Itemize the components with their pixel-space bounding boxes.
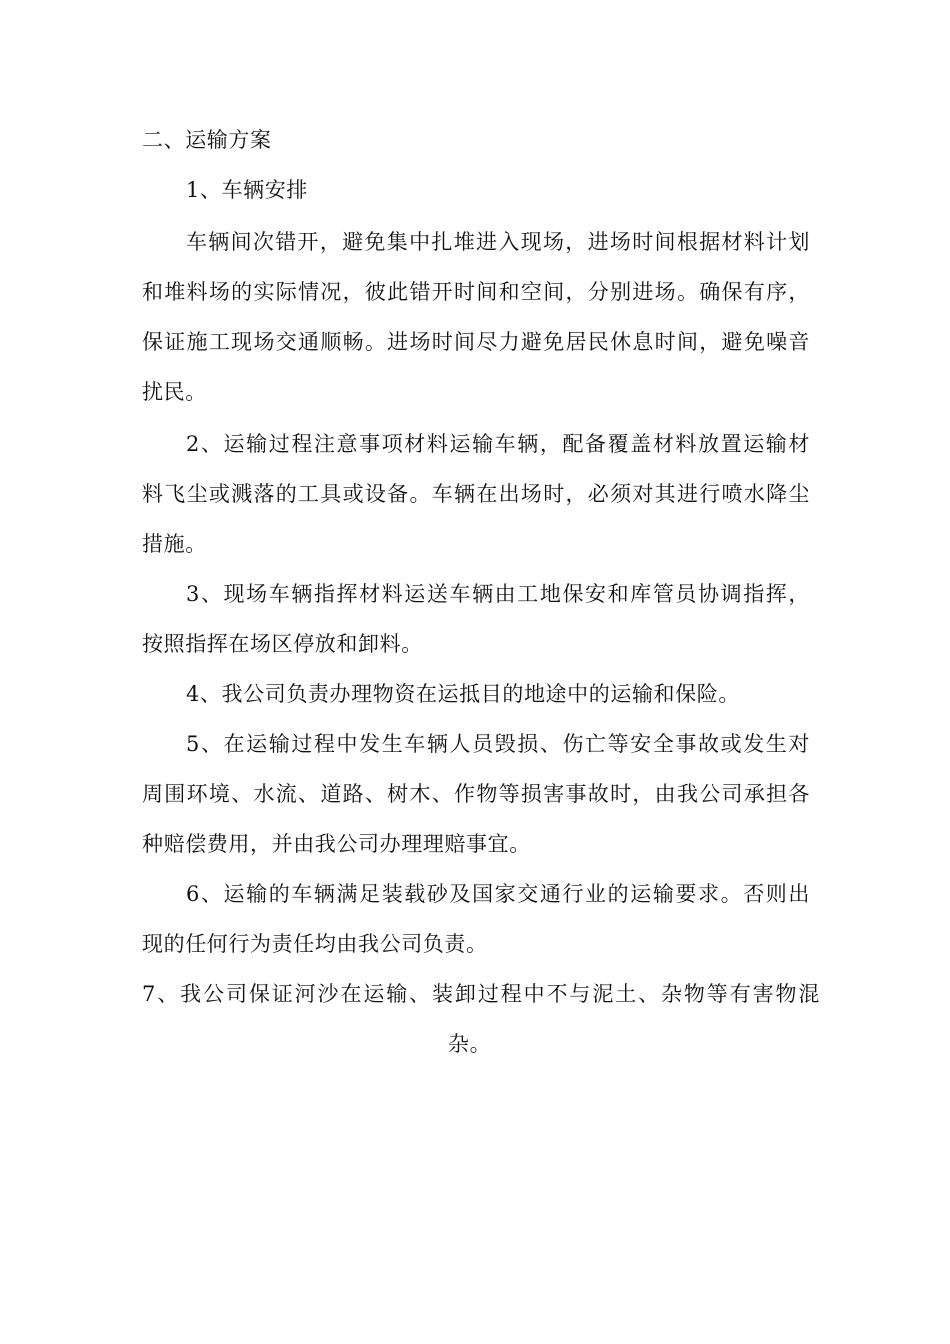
- item-1-line-3: 保证施工现场交通顺畅。进场时间尽力避免居民休息时间，避免噪音: [142, 330, 810, 354]
- item-2-line-1: 2、运输过程注意事项材料运输车辆，配备覆盖材料放置运输材: [186, 432, 810, 456]
- item-4-line-1: 4、我公司负责办理物资在运抵目的地途中的运输和保险。: [186, 682, 740, 706]
- item-2-line-2: 料飞尘或溅落的工具或设备。车辆在出场时，必须对其进行喷水降尘: [142, 482, 810, 506]
- item-2-line-3: 措施。: [142, 532, 207, 556]
- item-1-title: 1、车辆安排: [186, 178, 308, 202]
- item-7-line-1: 7、我公司保证河沙在运输、装卸过程中不与泥土、杂物等有害物混: [142, 982, 820, 1006]
- item-1-line-4: 扰民。: [142, 380, 207, 404]
- item-5-line-3: 种赔偿费用，并由我公司办理理赔事宜。: [142, 832, 531, 856]
- item-1-line-1: 车辆间次错开，避免集中扎堆进入现场，进场时间根据材料计划: [186, 230, 810, 254]
- item-5-line-1: 5、在运输过程中发生车辆人员毁损、伤亡等安全事故或发生对: [186, 732, 810, 756]
- section-heading: 二、运输方案: [142, 128, 272, 152]
- item-6-line-2: 现的任何行为责任均由我公司负责。: [142, 932, 488, 956]
- item-3-line-2: 按照指挥在场区停放和卸料。: [142, 632, 423, 656]
- item-3-line-1: 3、现场车辆指挥材料运送车辆由工地保安和库管员协调指挥，: [186, 582, 810, 606]
- item-7-line-2: 杂。: [448, 1032, 492, 1056]
- item-1-line-2: 和堆料场的实际情况，彼此错开时间和空间，分别进场。确保有序，: [142, 280, 810, 304]
- item-5-line-2: 周围环境、水流、道路、树木、作物等损害事故时，由我公司承担各: [142, 782, 810, 806]
- item-6-line-1: 6、运输的车辆满足装载砂及国家交通行业的运输要求。否则出: [186, 882, 810, 906]
